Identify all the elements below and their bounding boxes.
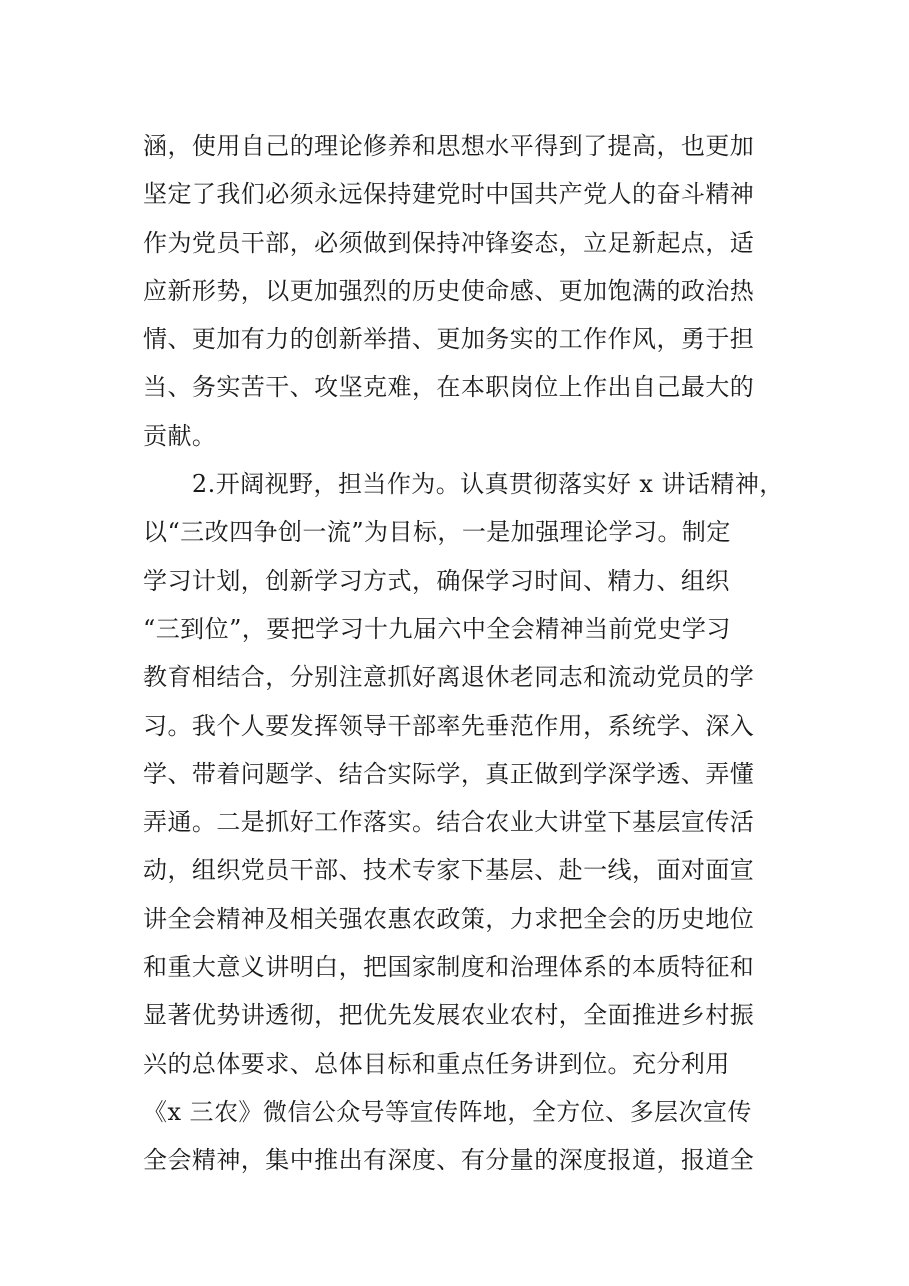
text-line: 显著优势讲透彻，把优先发展农业农村，全面推进乡村振 bbox=[143, 1001, 755, 1030]
text-line: “三到位”，要把学习十九届六中全会精神当前党史学习 bbox=[143, 614, 731, 643]
text-line: 当、务实苦干、攻坚克难，在本职岗位上作出自己最大的 bbox=[143, 373, 755, 402]
text-line: 《x 三农》微信公众号等宣传阵地，全方位、多层次宣传 bbox=[143, 1097, 752, 1126]
text-line: 贡献。 bbox=[143, 421, 217, 450]
text-line: 和重大意义讲明白，把国家制度和治理体系的本质特征和 bbox=[143, 953, 755, 982]
text-line: 讲全会精神及相关强农惠农政策，力求把全会的历史地位 bbox=[143, 904, 755, 933]
text-line: 弄通。二是抓好工作落实。结合农业大讲堂下基层宣传活 bbox=[143, 808, 755, 837]
text-line: 作为党员干部，必须做到保持冲锋姿态，立足新起点，适 bbox=[143, 228, 755, 257]
text-line: 兴的总体要求、总体目标和重点任务讲到位。充分利用 bbox=[143, 1049, 730, 1078]
text-line: 情、更加有力的创新举措、更加务实的工作作风，勇于担 bbox=[143, 325, 755, 354]
text-line: 教育相结合，分别注意抓好离退休老同志和流动党员的学 bbox=[143, 663, 755, 692]
text-line: 坚定了我们必须永远保持建党时中国共产党人的奋斗精神 bbox=[143, 180, 755, 209]
text-line: 应新形势，以更加强烈的历史使命感、更加饱满的政治热 bbox=[143, 276, 755, 305]
text-line: 学习计划，创新学习方式，确保学习时间、精力、组织 bbox=[143, 566, 730, 595]
text-line: 学、带着问题学、结合实际学，真正做到学深学透、弄懂 bbox=[143, 759, 755, 788]
text-line: 以“三改四争创一流”为目标，一是加强理论学习。制定 bbox=[143, 518, 731, 547]
text-line: 涵，使用自己的理论修养和思想水平得到了提高，也更加 bbox=[143, 132, 755, 160]
text-line: 2.开阔视野，担当作为。认真贯彻落实好 x 讲话精神， bbox=[143, 470, 784, 499]
text-line: 习。我个人要发挥领导干部率先垂范作用，系统学、深入 bbox=[143, 711, 755, 740]
body-text bbox=[143, 122, 783, 1185]
text-line: 全会精神，集中推出有深度、有分量的深度报道，报道全 bbox=[143, 1146, 755, 1175]
text-line: 动，组织党员干部、技术专家下基层、赴一线，面对面宣 bbox=[143, 856, 755, 885]
